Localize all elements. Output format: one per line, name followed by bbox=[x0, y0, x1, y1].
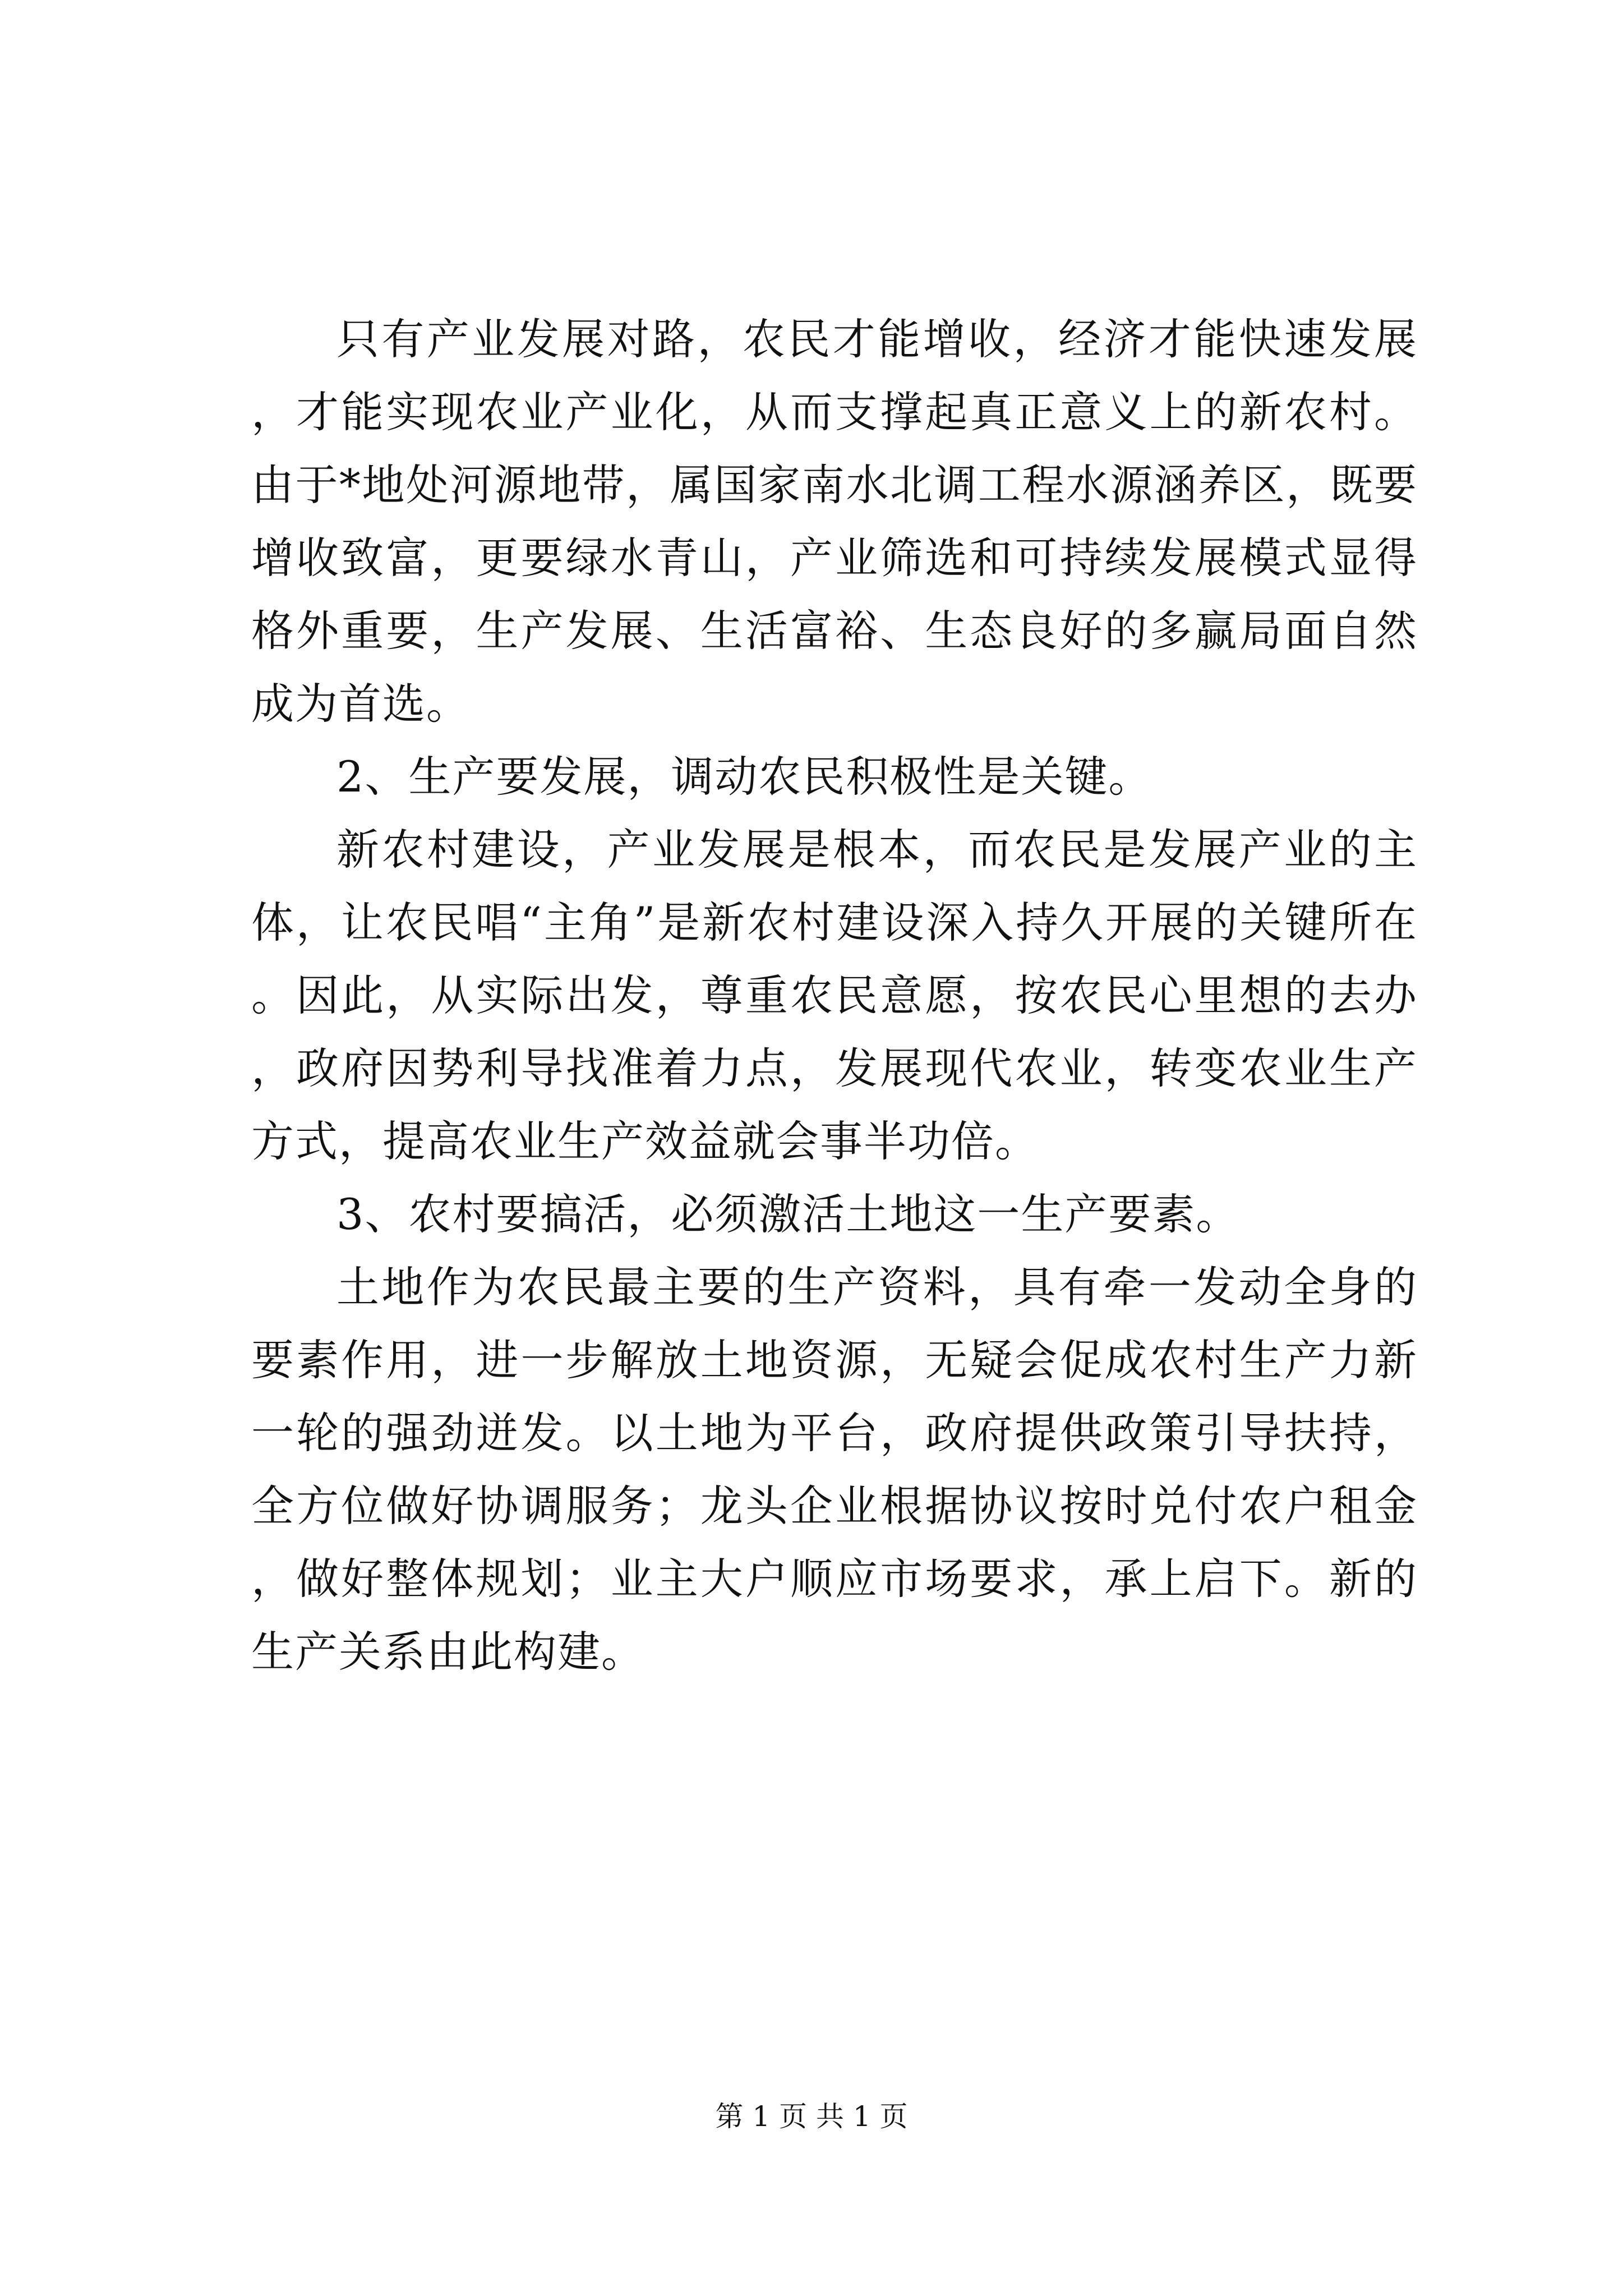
heading-point-3: 3、农村要搞活，必须激活土地这一生产要素。 bbox=[336, 1189, 1240, 1239]
page-number-footer: 第 1 页 共 1 页 bbox=[715, 2100, 908, 2133]
heading-point-2: 2、生产要发展，调动农民积极性是关键。 bbox=[336, 752, 1152, 802]
paragraph-industry-development: 只有产业发展对路，农民才能增收，经济才能快速发展，才能实现农业产业化，从而支撑起真正意义上的新农村。由于*地处河源地带，属国家南水北调工程水源涵养区，既要增收致富，更要绿水青山，产业筛选和可持续发展模式显得格外重要，生产发展、生活富裕、生态良好的多赢局面自然成为首选。 bbox=[251, 314, 1418, 729]
document-body bbox=[251, 303, 1418, 1688]
paragraph-land-resources: 土地作为农民最主要的生产资料，具有牵一发动全身的要素作用，进一步解放土地资源，无疑会促成农村生产力新一轮的强劲迸发。以土地为平台，政府提供政策引导扶持，全方位做好协调服务；龙头企业根据协议按时兑付农户租金，做好整体规划；业主大户顺应市场要求，承上启下。新的生产关系由此构建。 bbox=[251, 1262, 1418, 1677]
paragraph-farmer-initiative: 新农村建设，产业发展是根本，而农民是发展产业的主体，让农民唱“主角”是新农村建设深入持久开展的关键所在。因此，从实际出发，尊重农民意愿，按农民心里想的去办，政府因势利导找准着力点，发展现代农业，转变农业生产方式，提高农业生产效益就会事半功倍。 bbox=[251, 825, 1418, 1166]
